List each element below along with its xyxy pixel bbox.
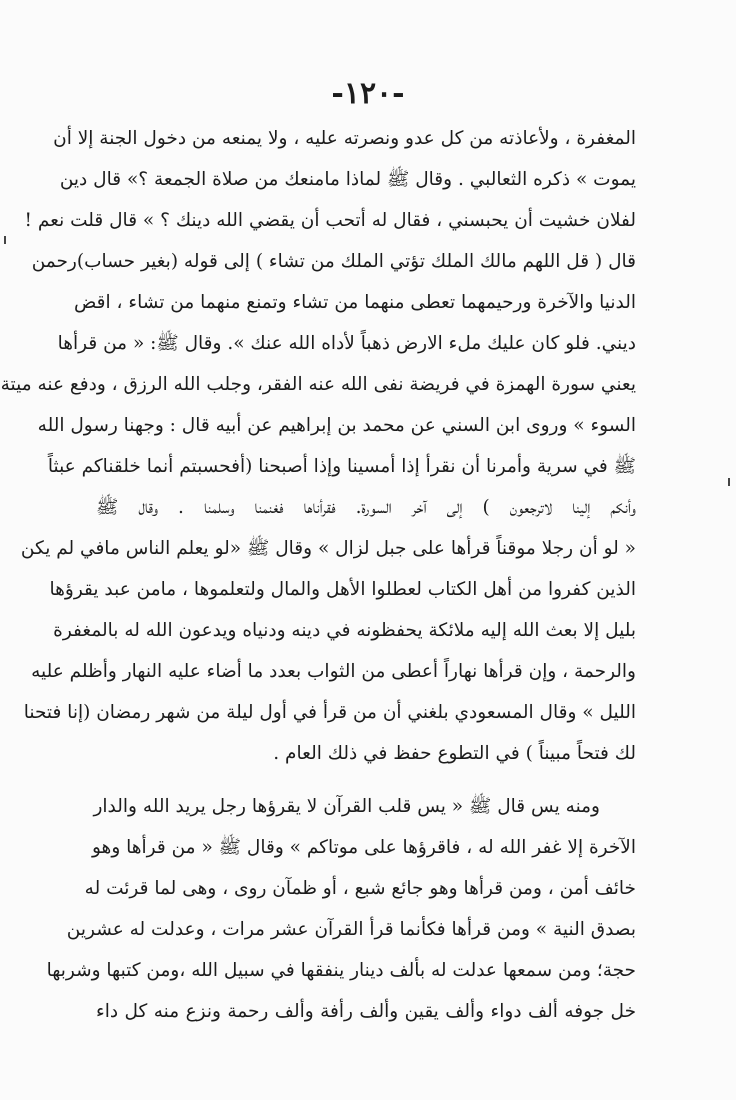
text-line: بليل إلا بعث الله إليه ملائكة يحفظونه في دينه ودنياه ويدعون الله له بالمغفرة — [53, 620, 636, 641]
margin-mark — [4, 236, 6, 244]
text-line: خل جوفه ألف دواء وألف يقين وألف رأفة وألف رحمة ونزع منه كل داء — [96, 1001, 636, 1022]
body-text — [0, 118, 636, 1032]
page-number: -١٢٠- — [331, 76, 405, 111]
text-line: الليل » وقال المسعودي بلغني أن من قرأ في أول ليلة من شهر رمضان (إنا فتحنا — [23, 702, 636, 723]
text-line: يموت » ذكره الثعالبي . وقال ﷺ لماذا مامنعك من صلاة الجمعة ؟» قال دين — [59, 169, 636, 190]
text-line: والرحمة ، وإن قرأها نهاراً أعطى من الثواب بعدد ما أضاء عليه النهار وأظلم عليه — [31, 661, 636, 682]
text-line: لك فتحاً مبيناً ) في التطوع حفظ في ذلك العام . — [273, 743, 636, 764]
text-line: « لو أن رجلا موقناً قرأها على جبل لزال » وقال ﷺ «لو يعلم الناس مافي لم يكن — [20, 538, 636, 559]
margin-mark — [728, 478, 730, 486]
text-line: وأنكم إلينا لاترجعون ) إلى آخر السورة. فقرأناها فغنمنا وسلمنا . وقال ﷺ — [96, 497, 636, 518]
text-line: الذين كفروا من أهل الكتاب لعطلوا الأهل والمال ولتعلموها ، مامن عبد يقرؤها — [49, 579, 636, 600]
text-line: الدنيا والآخرة ورحيمهما تعطى منهما من تشاء وتمنع منهما من تشاء ، اقض — [74, 292, 636, 313]
text-line: ومنه يس قال ﷺ « يس قلب القرآن لا يقرؤها رجل يريد الله والدار — [93, 796, 600, 817]
text-line: حجة؛ ومن سمعها عدلت له بألف دينار ينفقها في سبيل الله ،ومن كتبها وشربها — [46, 960, 636, 981]
paragraph-2 — [46, 786, 636, 1032]
text-line: يعني سورة الهمزة في فريضة نفى الله عنه الفقر، وجلب الله الرزق ، ودفع عنه ميتة — [0, 374, 636, 395]
text-line: بصدق النية » ومن قرأها فكأنما قرأ القرآن عشر مرات ، وعدلت له عشرين — [66, 919, 636, 940]
text-line: ﷺ في سرية وأمرنا أن نقرأ إذا أمسينا وإذا أصبحنا (أفحسبتم أنما خلقناكم عبثاً — [47, 456, 636, 477]
paragraph-1 — [0, 118, 636, 774]
paragraph-gap — [96, 774, 636, 786]
text-line: قال ( قل اللهم مالك الملك تؤتي الملك من تشاء ) إلى قوله (بغير حساب)رحمن — [31, 251, 636, 272]
text-line: ديني. فلو كان عليك ملء الارض ذهباً لأداه الله عنك ». وقال ﷺ: « من قرأها — [57, 333, 636, 354]
text-line: الآخرة إلا غفر الله له ، فاقرؤها على موتاكم » وقال ﷺ « من قرأها وهو — [92, 837, 636, 858]
text-line: السوء » وروى ابن السني عن محمد بن إبراهيم عن أبيه قال : وجهنا رسول الله — [37, 415, 636, 436]
text-line: لفلان خشيت أن يحبسني ، فقال له أتحب أن يقضي الله دينك ؟ » قال قلت نعم ! — [24, 210, 636, 231]
text-line: خائف أمن ، ومن قرأها وهو جائع شبع ، أو ظمآن روى ، وهى لما قرئت له — [84, 878, 636, 899]
text-line: المغفرة ، ولأعاذته من كل عدو ونصرته عليه ، ولا يمنعه من دخول الجنة إلا أن — [53, 128, 636, 149]
